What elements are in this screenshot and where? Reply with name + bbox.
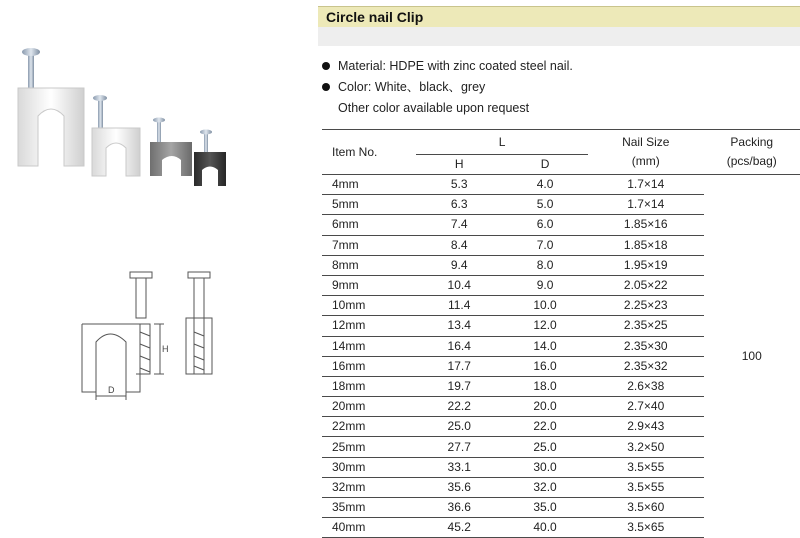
cell-d: 7.0 <box>502 235 588 255</box>
cell-nail-size: 2.25×23 <box>588 296 704 316</box>
header-d: D <box>540 157 550 171</box>
cell-h: 17.7 <box>416 356 502 376</box>
cell-item-no: 4mm <box>322 175 416 195</box>
cell-nail-size: 1.85×16 <box>588 215 704 235</box>
header-l: L <box>416 130 588 155</box>
cell-item-no: 7mm <box>322 235 416 255</box>
cell-d: 10.0 <box>502 296 588 316</box>
cell-item-no: 16mm <box>322 356 416 376</box>
cell-d: 8.0 <box>502 255 588 275</box>
cell-nail-size: 1.7×14 <box>588 195 704 215</box>
cell-nail-size: 2.35×32 <box>588 356 704 376</box>
cell-h: 8.4 <box>416 235 502 255</box>
cell-item-no: 30mm <box>322 457 416 477</box>
cell-d: 20.0 <box>502 397 588 417</box>
cell-d: 30.0 <box>502 457 588 477</box>
cell-item-no: 10mm <box>322 296 416 316</box>
cell-h: 25.0 <box>416 417 502 437</box>
cell-d: 4.0 <box>502 175 588 195</box>
header-item-no: Item No. <box>332 144 378 159</box>
cell-item-no: 8mm <box>322 255 416 275</box>
cell-item-no: 5mm <box>322 195 416 215</box>
bullet-material-text: Material: HDPE with zinc coated steel nail. <box>338 59 573 73</box>
cell-d: 25.0 <box>502 437 588 457</box>
sub-bar <box>318 27 800 46</box>
cell-h: 27.7 <box>416 437 502 457</box>
cell-d: 12.0 <box>502 316 588 336</box>
cell-d: 35.0 <box>502 498 588 518</box>
cell-d: 14.0 <box>502 336 588 356</box>
cell-nail-size: 2.35×30 <box>588 336 704 356</box>
cell-h: 36.6 <box>416 498 502 518</box>
cell-item-no: 12mm <box>322 316 416 336</box>
cell-h: 7.4 <box>416 215 502 235</box>
cell-item-no: 40mm <box>322 518 416 538</box>
cell-nail-size: 1.85×18 <box>588 235 704 255</box>
cell-h: 11.4 <box>416 296 502 316</box>
table-row <box>322 175 800 195</box>
cell-nail-size: 2.9×43 <box>588 417 704 437</box>
cell-nail-size: 2.6×38 <box>588 376 704 396</box>
white-clip-large <box>18 48 84 166</box>
cell-nail-size: 3.2×50 <box>588 437 704 457</box>
bullet-dot-icon <box>322 62 330 70</box>
cell-item-no: 35mm <box>322 498 416 518</box>
cell-h: 6.3 <box>416 195 502 215</box>
cell-item-no: 25mm <box>322 437 416 457</box>
dimension-h-label: H <box>162 344 169 354</box>
cell-d: 9.0 <box>502 275 588 295</box>
bullet-color <box>322 77 573 98</box>
cell-h: 45.2 <box>416 518 502 538</box>
header-packing-line1: Packing <box>730 135 774 149</box>
header-nail-size-line2: (mm) <box>631 154 660 168</box>
cell-item-no: 9mm <box>322 275 416 295</box>
cell-nail-size: 3.5×55 <box>588 457 704 477</box>
cell-item-no: 22mm <box>322 417 416 437</box>
spec-table <box>322 130 800 538</box>
cell-d: 6.0 <box>502 215 588 235</box>
cell-d: 32.0 <box>502 477 588 497</box>
cell-nail-size: 2.05×22 <box>588 275 704 295</box>
cell-nail-size: 3.5×55 <box>588 477 704 497</box>
cell-d: 18.0 <box>502 376 588 396</box>
header-packing <box>704 130 800 175</box>
technical-drawing <box>70 262 230 402</box>
header-packing-line2: (pcs/bag) <box>726 154 777 168</box>
title-bar <box>318 6 800 27</box>
cell-item-no: 18mm <box>322 376 416 396</box>
header-h: H <box>454 157 464 171</box>
page-title: Circle nail Clip <box>326 9 424 25</box>
cell-h: 5.3 <box>416 175 502 195</box>
table-body <box>322 175 800 538</box>
note-line <box>322 98 573 119</box>
cell-h: 35.6 <box>416 477 502 497</box>
cell-h: 9.4 <box>416 255 502 275</box>
header-nail-size-line1: Nail Size <box>622 135 670 149</box>
cell-h: 19.7 <box>416 376 502 396</box>
product-photo <box>0 36 240 216</box>
cell-nail-size: 2.35×25 <box>588 316 704 336</box>
cell-d: 16.0 <box>502 356 588 376</box>
black-clip <box>194 130 226 187</box>
cell-item-no: 14mm <box>322 336 416 356</box>
cell-packing: 100 <box>704 175 800 538</box>
cell-d: 22.0 <box>502 417 588 437</box>
note-text: Other color available upon request <box>338 101 530 115</box>
dimension-d-label: D <box>108 385 115 395</box>
cell-h: 33.1 <box>416 457 502 477</box>
cell-nail-size: 1.95×19 <box>588 255 704 275</box>
bullet-color-text: Color: White、black、grey <box>338 80 486 94</box>
cell-nail-size: 1.7×14 <box>588 175 704 195</box>
cell-h: 13.4 <box>416 316 502 336</box>
cell-d: 40.0 <box>502 518 588 538</box>
white-clip-medium <box>92 95 140 176</box>
cell-item-no: 20mm <box>322 397 416 417</box>
grey-clip <box>150 118 192 177</box>
bullet-dot-icon <box>322 83 330 91</box>
cell-nail-size: 3.5×65 <box>588 518 704 538</box>
spec-list <box>322 56 573 119</box>
cell-item-no: 32mm <box>322 477 416 497</box>
cell-h: 22.2 <box>416 397 502 417</box>
cell-nail-size: 2.7×40 <box>588 397 704 417</box>
cell-nail-size: 3.5×60 <box>588 498 704 518</box>
bullet-material <box>322 56 573 77</box>
header-nail-size <box>588 130 704 175</box>
cell-h: 16.4 <box>416 336 502 356</box>
cell-item-no: 6mm <box>322 215 416 235</box>
cell-h: 10.4 <box>416 275 502 295</box>
cell-d: 5.0 <box>502 195 588 215</box>
